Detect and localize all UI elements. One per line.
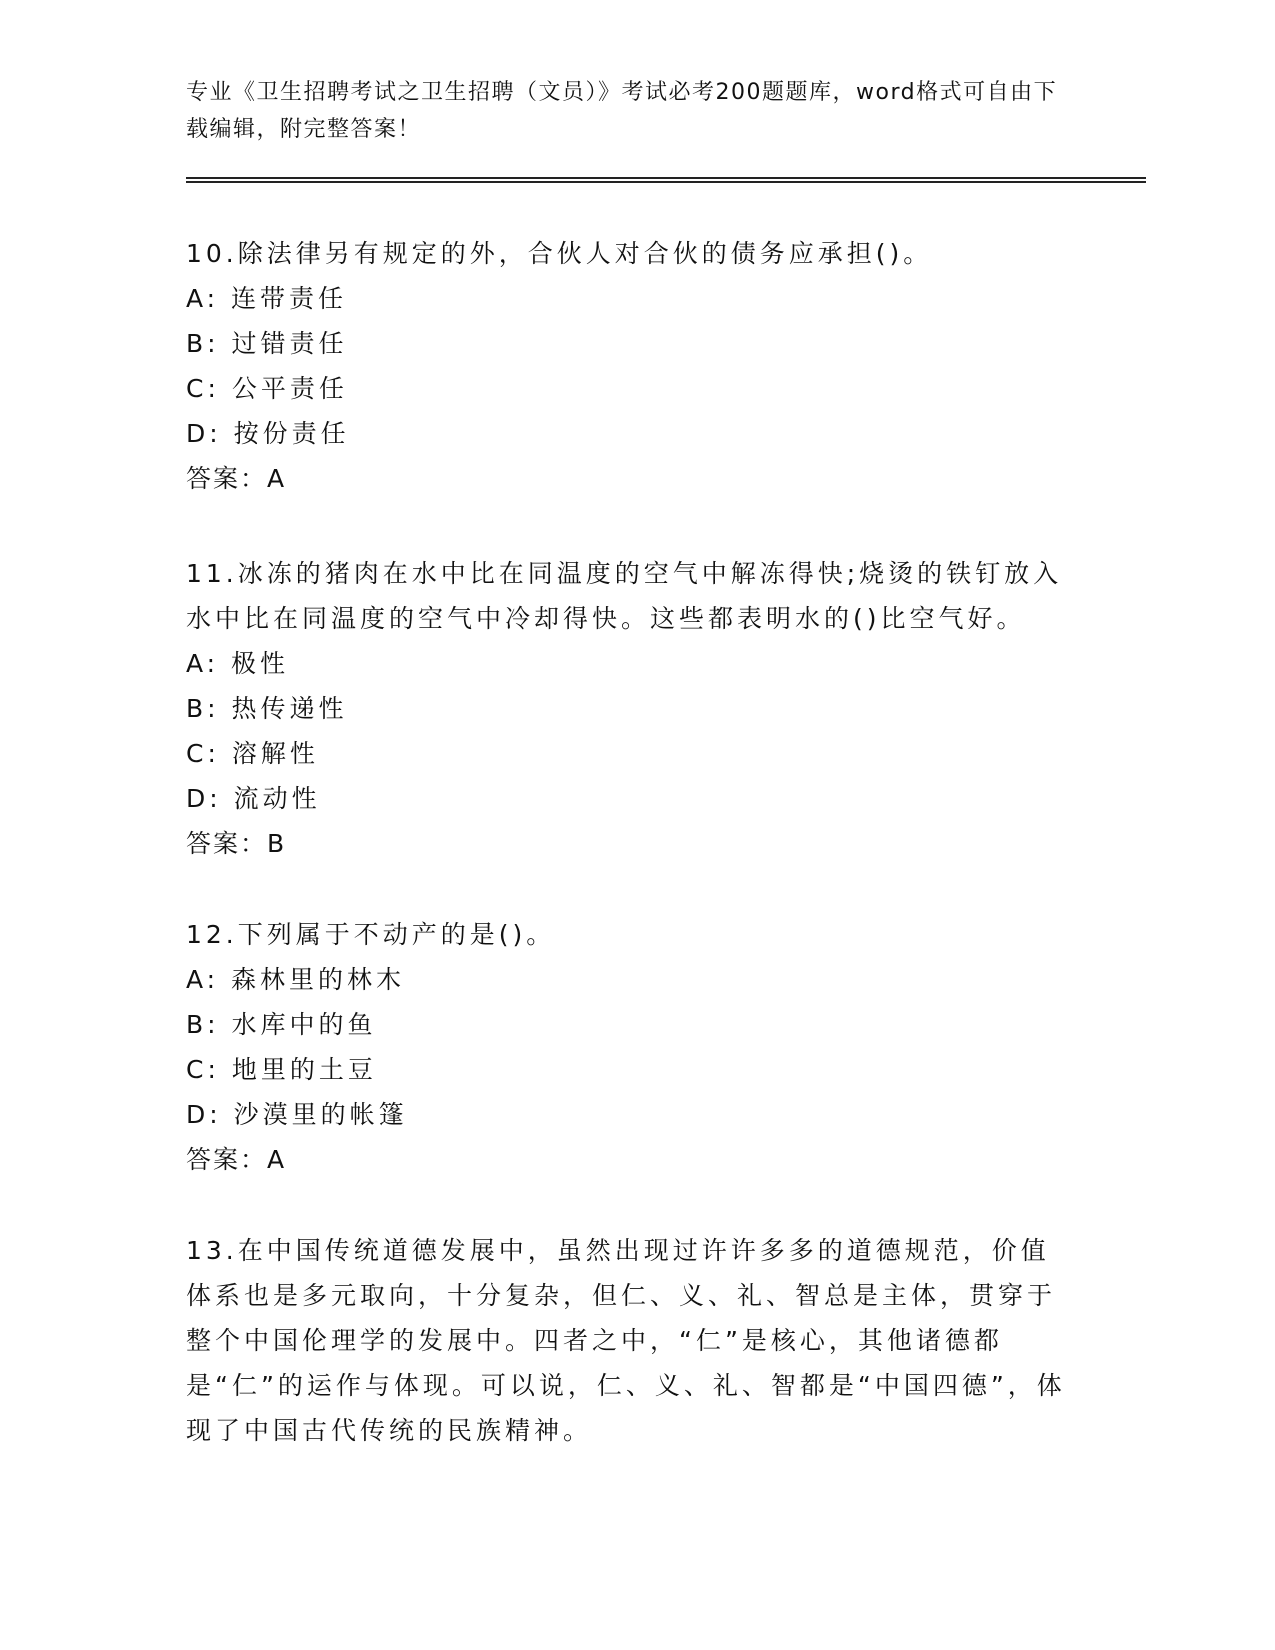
question-10 bbox=[186, 231, 1086, 501]
option-a: A: 连带责任 bbox=[186, 284, 348, 313]
question-stem: 13.在中国传统道德发展中，虽然出现过许许多多的道德规范，价值体系也是多元取向，十分复杂，但仁、义、礼、智总是主体，贯穿于整个中国伦理学的发展中。四者之中，“仁”是核心，其他诸德都是“仁”的运作与体现。可以说，仁、义、礼、智都是“中国四德”，体现了中国古代传统的民族精神。 bbox=[186, 1236, 1066, 1445]
question-11 bbox=[186, 551, 1086, 866]
answer: 答案：A bbox=[186, 464, 287, 493]
question-stem: 11.冰冻的猪肉在水中比在同温度的空气中解冻得快;烧烫的铁钉放入水中比在同温度的空气中冷却得快。这些都表明水的()比空气好。 bbox=[186, 559, 1063, 633]
document-intro: 专业《卫生招聘考试之卫生招聘（文员）》考试必考200题题库，word格式可自由下载编辑，附完整答案！ bbox=[186, 80, 1058, 142]
header-rule-top bbox=[186, 177, 1146, 179]
question-13 bbox=[186, 1228, 1066, 1453]
question-stem: 10.除法律另有规定的外，合伙人对合伙的债务应承担()。 bbox=[186, 239, 933, 268]
option-b: B: 过错责任 bbox=[186, 329, 348, 358]
option-a: A: 极性 bbox=[186, 649, 290, 678]
option-c: C: 地里的土豆 bbox=[186, 1055, 377, 1084]
option-c: C: 溶解性 bbox=[186, 739, 319, 768]
answer: 答案：B bbox=[186, 829, 287, 858]
option-b: B: 热传递性 bbox=[186, 694, 348, 723]
option-d: D: 按份责任 bbox=[186, 419, 350, 448]
option-b: B: 水库中的鱼 bbox=[186, 1010, 377, 1039]
option-c: C: 公平责任 bbox=[186, 374, 348, 403]
question-stem: 12.下列属于不动产的是()。 bbox=[186, 920, 556, 949]
option-d: D: 流动性 bbox=[186, 784, 321, 813]
option-a: A: 森林里的林木 bbox=[186, 965, 406, 994]
option-d: D: 沙漠里的帐篷 bbox=[186, 1100, 408, 1129]
header-rule-bottom bbox=[186, 181, 1146, 183]
question-12 bbox=[186, 912, 1086, 1182]
answer: 答案：A bbox=[186, 1145, 287, 1174]
